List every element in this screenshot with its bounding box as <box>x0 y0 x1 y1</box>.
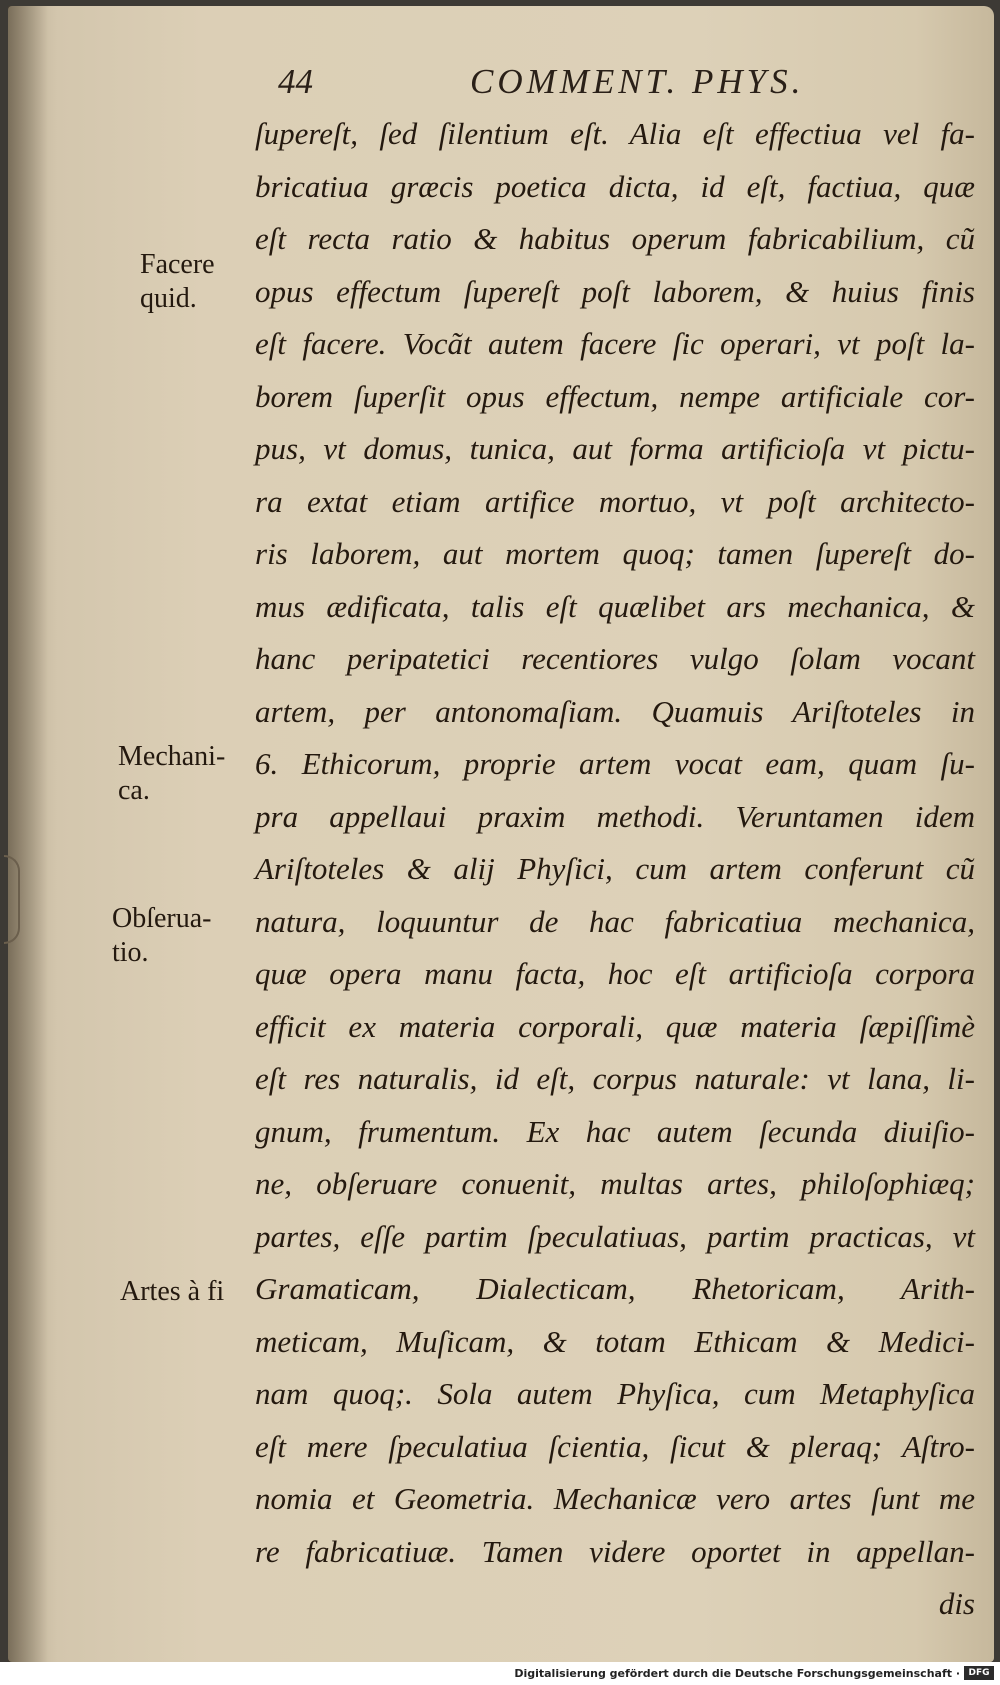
text-line: eſt mere ſpeculatiua ſcientia, ſicut & pleraq; Aſtro- <box>255 1428 975 1464</box>
text-line: Gramaticam, Dialecticam, Rhetoricam, Arith- <box>255 1271 975 1306</box>
margin-note-mechanica <box>118 740 225 808</box>
margin-note-facere <box>140 248 215 316</box>
body-text <box>255 108 975 1631</box>
text-line: borem ſuperſit opus effectum, nempe artificiale cor- <box>255 378 975 414</box>
text-line: ra extat etiam artifice mortuo, vt poſt architecto- <box>255 483 975 519</box>
footer-credit: Digitalisierung gefördert durch die Deutsche Forschungsgemeinschaft · <box>514 1667 960 1680</box>
text-line: eſt res naturalis, id eſt, corpus naturale: vt lana, li- <box>255 1061 975 1096</box>
text-line: bricatiua græcis poetica dicta, id eſt, factiua, quæ <box>255 168 975 204</box>
catchword: dis <box>938 1586 975 1621</box>
text-line: pus, vt domus, tunica, aut forma artificioſa vt pictu- <box>255 431 975 466</box>
dfg-logo-icon: DFG <box>964 1666 994 1680</box>
text-line: partes, eſſe partim ſpeculatiuas, partim practicas, vt <box>255 1218 975 1254</box>
margin-note-line: ca. <box>118 775 150 806</box>
margin-note-line: Mechani- <box>118 741 226 772</box>
margin-note-artes <box>120 1275 224 1309</box>
text-line: meticam, Muſicam, & totam Ethicam & Medici- <box>255 1323 975 1359</box>
text-line: re fabricatiuæ. Tamen videre oportet in appellan- <box>255 1533 975 1569</box>
footer-bar <box>0 1662 1000 1685</box>
text-line: natura, loquuntur de hac fabricatiua mechanica, <box>255 903 975 939</box>
text-line: eſt recta ratio & habitus operum fabricabilium, cũ <box>255 221 975 256</box>
text-line: pra appellaui praxim methodi. Veruntamen idem <box>255 798 975 834</box>
margin-note-line: tio. <box>112 937 149 968</box>
page-edge-mark <box>4 855 20 944</box>
text-line: efficit ex materia corporali, quæ materia ſæpiſſimè <box>255 1008 975 1044</box>
text-line: mus ædificata, talis eſt quælibet ars mechanica, & <box>255 588 975 624</box>
text-line: quæ opera manu facta, hoc eſt artificioſa corpora <box>255 956 975 991</box>
text-line: nomia et Geometria. Mechanicæ vero artes ſunt me <box>255 1481 975 1516</box>
margin-note-line: Artes à fi <box>120 1276 225 1307</box>
running-header <box>270 62 910 112</box>
text-line: ris laborem, aut mortem quoq; tamen ſupereſt do- <box>255 536 975 571</box>
text-line: nam quoq;. Sola autem Phyſica, cum Metaphyſica <box>255 1376 975 1411</box>
text-line: Ariſtoteles & alij Phyſici, cum artem conferunt cũ <box>255 851 975 886</box>
page-number: 44 <box>278 62 313 101</box>
text-line: gnum, frumentum. Ex hac autem ſecunda diuiſio- <box>255 1113 975 1149</box>
text-line: opus effectum ſupereſt poſt laborem, & huius finis <box>255 273 975 309</box>
text-line: 6. Ethicorum, proprie artem vocat eam, quam ſu- <box>255 746 975 781</box>
margin-note-obseruatio <box>112 902 212 970</box>
text-line: eſt facere. Vocãt autem facere ſic operari, vt poſt la- <box>255 326 975 361</box>
text-line: hanc peripatetici recentiores vulgo ſolam vocant <box>255 641 975 676</box>
running-title: COMMENT. PHYS. <box>470 62 805 101</box>
page-gutter-shadow <box>8 6 48 1662</box>
text-line: artem, per antonomaſiam. Quamuis Ariſtoteles in <box>255 693 975 729</box>
margin-note-line: Obſerua- <box>112 903 212 934</box>
text-line: ſupereſt, ſed ſilentium eſt. Alia eſt effectiua vel fa- <box>255 116 975 151</box>
margin-note-line: Facere <box>140 249 215 280</box>
text-line: ne, obſeruare conuenit, multas artes, philoſophiæq; <box>255 1166 975 1201</box>
margin-note-line: quid. <box>140 283 197 314</box>
